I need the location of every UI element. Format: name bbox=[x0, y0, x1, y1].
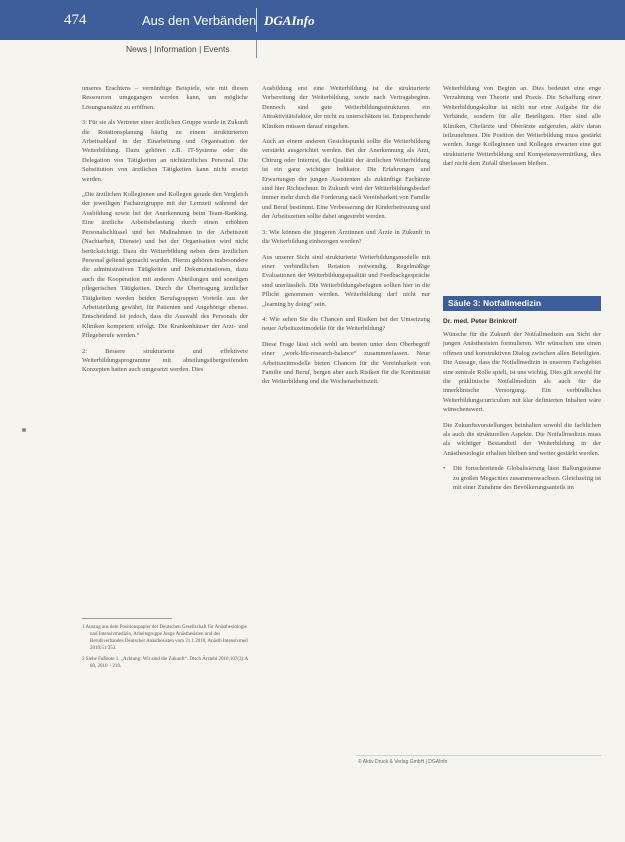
subnav: News | Information | Events bbox=[126, 44, 230, 54]
header-divider bbox=[256, 8, 257, 32]
section-heading-notfallmedizin: Säule 3: Notfallmedizin bbox=[443, 296, 601, 311]
column-3 bbox=[443, 84, 601, 175]
footnote-rule bbox=[82, 618, 172, 619]
paragraph: Ausbildung erst eine Weiterbildung ist die strukturierte Vorbereitung der Weiterbildung, sowie nach Vertragsbeginn. Dennoch sind gute Weiterbildungsstrukturen ein Attraktivitätsfaktor, der nicht zu unterschätzen ist. Entsprechende Kliniken müssen darauf eingehen. bbox=[262, 85, 430, 130]
header-bar bbox=[0, 0, 625, 40]
bullet-item: • Die fortschreitende Globalisierung lässt Ballungsräume zu großen Megacities zusammenwachsen. Gleichzeitig ist mit einer Zunahme des Bevölkerungsanteils im bbox=[443, 464, 601, 492]
footnotes bbox=[82, 624, 248, 674]
paragraph: Weiterbildung von Beginn an. Dies bedeutet eine enge Verzahnung von Theorie und Praxis. Die Schaffung einer Weiterbildungskultur ist nicht nur eine Aufgabe für die Verbände, sondern für alle Beteiligten. Hier sind alle Kliniken, Chefärzte und Oberärzte aufgerufen, aktiv daran teilzunehmen. Die Position der Weiterbildung muss gestärkt werden. Junge Kolleginnen und Kollegen erwarten eine gut strukturierte Weiterbildung und Kompetenzvermittlung, dies darf nicht dem Zufall überlassen bleiben. bbox=[443, 85, 601, 168]
journal-name: DGAInfo bbox=[264, 13, 315, 28]
paragraph: Diese Frage lässt sich wohl am besten unter dem Oberbegriff einer „work-life-research-balance“ zusammenfassen. Neue Arbeitszeitmodelle bieten Chancen für die Vereinbarkeit von Familie und Beruf, bergen aber auch Risiken für die Kontinuität der Weiterbildung und die Wochenarbeitszeit. bbox=[262, 340, 430, 386]
footer-copyright: © Aktiv Druck & Verlag GmbH | DGAInfo bbox=[358, 759, 448, 765]
paragraph: Die Zukunftsvorstellungen beinhalten sowohl die fachlichen als auch die strukturellen Aspekte. Die Notfallmedizin muss als wichtiger Bestandteil der Weiterbildung in der Anästhesiologie erhalten bleiben und weiter gestärkt werden. bbox=[443, 421, 601, 457]
margin-dot bbox=[22, 428, 26, 432]
paragraph: unseres Erachtens – vernünftige Beispiele, wie mit diesen Ressourcen umgegangen werden kann, um mögliche Lösungsansätze zu eröffnen. bbox=[82, 85, 248, 111]
subnav-divider bbox=[256, 40, 257, 58]
paragraph: Wünsche für die Zukunft der Notfallmedizin aus Sicht der jungen Anästhesisten formulieren. Wir wünschen uns einen offenen und konstruktiven Dialog zwischen allen Beteiligten. Die Aussage, dass die Notfallmedizin in unserem Fachgebiet eine zentrale Rolle spielt, ist uns wichtig. Dies gilt sowohl für die präklinische Notfallmedizin als auch für die innerklinische Versorgung. Ein verbindliches Weiterbildungscurriculum mit klar definierten Inhalten wäre wünschenswert. bbox=[443, 331, 601, 414]
column-1 bbox=[82, 84, 248, 381]
paragraph: Aus unserer Sicht sind strukturierte Weiterbildungsmodelle mit einer verbindlichen Rotation notwendig. Regelmäßige Evaluationen der Weiterbildungsqualität und Feedbackgespräche sind unerlässlich. Die Weiterbildungsbefugten sollten hier in die Pflicht genommen werden. Weiterbildung darf nicht nur „learning by doing“ sein. bbox=[262, 253, 430, 308]
paragraph: 3: Für sie als Vertreter einer ärztlichen Gruppe wurde in Zukunft die Rotationsplanung häufig zu einem strukturierten Arbeitsablauf in der Einarbeitung und Organisation der Weiterbildung. Dazu gehören z.B. IT-Systeme oder die Delegation von Tätigkeiten an nichtärztliches Personal. Die Substitution von ärztlichen Tätigkeiten kann nicht ersetzt werden. bbox=[82, 119, 248, 183]
footer-rule bbox=[356, 755, 601, 756]
paragraph: Auch an einem anderen Gesichtspunkt sollte die Weiterbildung verstärkt ausgerichtet werden. Bei der Anerkennung als Arzt, Chirurg oder Internist, die Qualität der ärztlichen Weiterbildung ist ein ganz wichtiger Indikator. Die Erfahrungen und Erwartungen der jungen Assistenten als zukünftige Fachärzte sind hier Richtschnur. In Zukunft wird der Weiterbildungsbedarf immer mehr durch die Forderung nach Vereinbarkeit von Familie und Beruf bestimmt. Eine Verbesserung der Kinderbetreuung und der Arbeitszeiten sollte dabei angestrebt werden. bbox=[262, 138, 430, 221]
section-title: Aus den Verbänden bbox=[142, 13, 257, 28]
author-name: Dr. med. Peter Brinkrolf bbox=[443, 318, 517, 325]
column-3-continued bbox=[443, 330, 601, 499]
paragraph: 2: Bessere strukturierte und effektivere Weiterbildungsprogramme mit abteilungsübergreifenden Konzepten hatten auch umgesetzt werden. Dies bbox=[82, 347, 248, 374]
footnote: 1 Auszug aus dem Positionspapier der Deutschen Gesellschaft für Anästhesiologie und Intensivmedizin, Arbeitsgruppe Junge Anästhesisten und des Berufsverbandes Deutscher Anästhesisten vom 31.1.2010, Anästh Intensivmed 2010;51:353. bbox=[82, 625, 248, 651]
paragraph: 3: Wie können die jüngeren Ärztinnen und Ärzte in Zukunft in die Weiterbildung einbezogen werden? bbox=[262, 228, 430, 246]
footnote: 2 Siehe Fußnote 1. „Achtung: Wir sind die Zukunft“. Dtsch Ärztebl 2010;107(3):A 80, 2010 – 210. bbox=[82, 657, 248, 669]
column-2 bbox=[262, 84, 430, 393]
paragraph: 4: Wie sehen Sie die Chancen und Risiken bei der Umsetzung neuer Arbeitszeitmodelle für die Weiterbildung? bbox=[262, 315, 430, 333]
paragraph: „Die ärztlichen Kolleginnen und Kollegen gerade den Vergleich der jeweiligen Facharztgruppe mit der Lernzeit während der Ausbildung sowie bei der Anerkennung beim Team-Ranking. Eine ärztliche Arbeitsbelastung durch einen erhöhten Personalschlüssel und bei Maßnahmen in der Arbeitszeit (Nachtarbeit, Dienste) und bei der Organisation wird nicht berücksichtigt. Dazu die Weiterbildung neben dem ärztlichen Personal geltend gemacht wurden. Hierzu gehören insbesondere die administrativen Tätigkeiten und Dokumentationen, dazu auch die Kooperation mit anderen Abteilungen und sonstigen pflegerischen Tätigkeiten. Durch die Übertragung ärztlicher Tätigkeiten werden beiden Berufsgruppen Vorteile aus der Arbeitsteilung gewährt, für Patienten und Angehörige ebenso. Entscheidend ist jedoch, dass die Auswahl des Personals der Kliniken kompetent erfolgt. Die Krankenhäuser der Arzt- und Pflegeberufe werden.“ bbox=[82, 191, 248, 340]
page-number: 474 bbox=[64, 12, 87, 28]
